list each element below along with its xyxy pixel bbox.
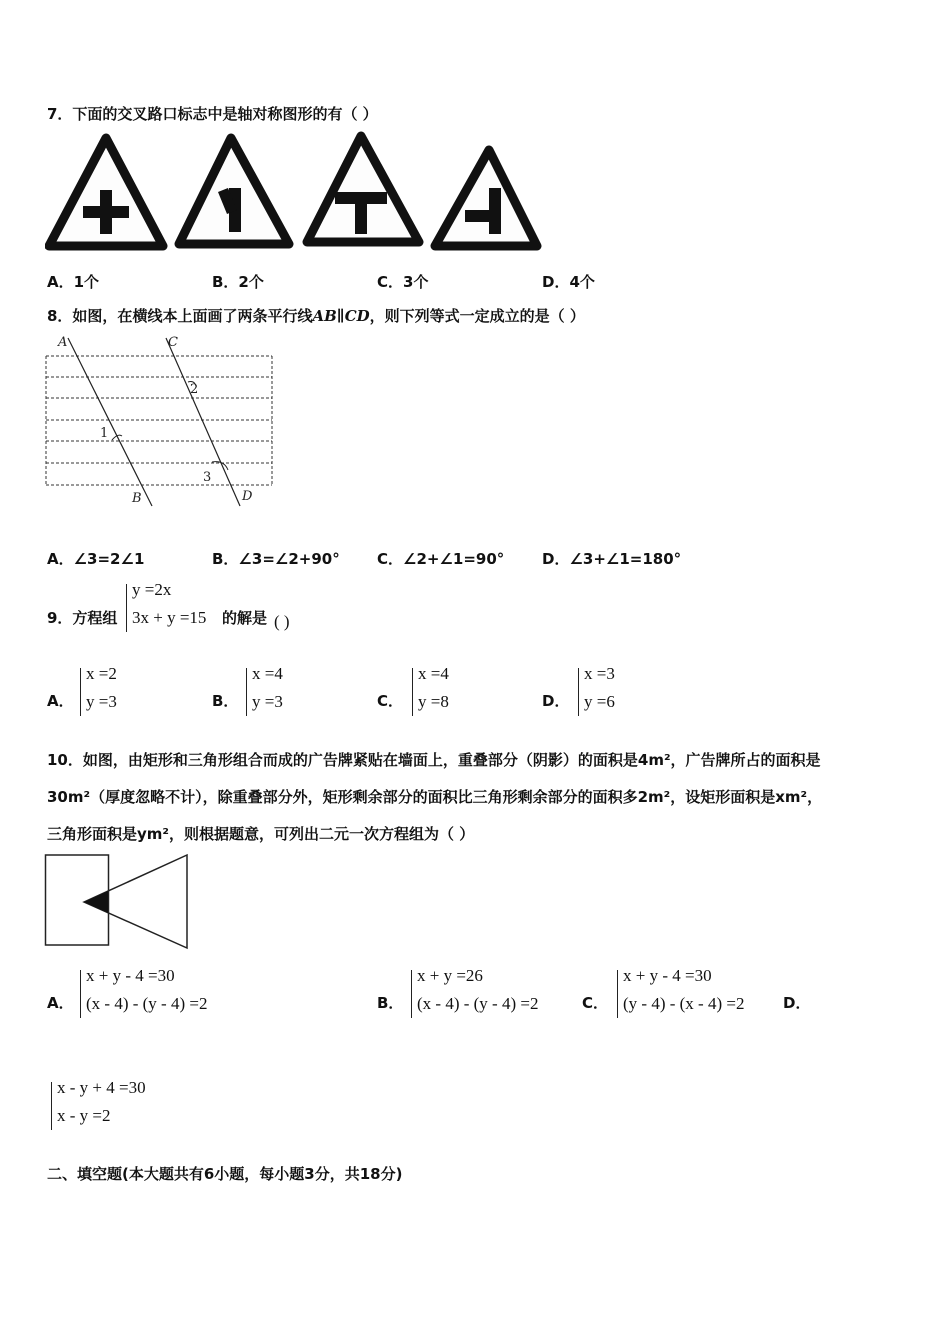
q10-billboard-figure <box>44 852 194 952</box>
q8-option-d[interactable]: D．∠3+∠1=180° <box>542 550 682 568</box>
q10-option-a-label[interactable]: A． <box>47 994 74 1012</box>
q9-option-d-system[interactable] <box>576 664 666 720</box>
q8-label-b: B <box>132 491 142 506</box>
q7-option-d[interactable]: D．4个 <box>542 273 595 291</box>
q9-answer-paren: ( ) <box>274 612 290 631</box>
q10-option-b-line2: (x - 4) - (y - 4) =2 <box>417 994 539 1013</box>
q8-stem-math: AB∥CD <box>312 307 370 325</box>
q8-stem <box>47 305 585 326</box>
q9-option-a-label[interactable]: A． <box>47 692 74 710</box>
q9-option-a-system[interactable] <box>78 664 168 720</box>
q10-option-c-system[interactable] <box>615 966 785 1022</box>
q9-option-b-brace <box>246 668 247 716</box>
q8-stem-post: ，则下列等式一定成立的是（ ） <box>369 307 585 325</box>
q9-system-line1: y =2x <box>132 580 172 599</box>
q9-option-a-brace <box>80 668 81 716</box>
q9-option-b-system[interactable] <box>244 664 334 720</box>
q10-option-c-label[interactable]: C． <box>582 994 609 1012</box>
q7-sign-figures <box>45 130 545 255</box>
q9-option-a-line2: y =3 <box>86 692 117 711</box>
q9-option-c-system[interactable] <box>410 664 500 720</box>
q8-label-d: D <box>242 489 253 504</box>
q10-option-a-system[interactable] <box>78 966 258 1022</box>
q8-label-c: C <box>168 335 178 350</box>
q9-stem-post: 的解是 <box>222 609 268 627</box>
q10-option-c-brace <box>617 970 618 1018</box>
q9-option-a-line1: x =2 <box>86 664 117 683</box>
q8-option-c[interactable]: C．∠2+∠1=90° <box>377 550 505 568</box>
q9-stem-pre: 9．方程组 <box>47 609 118 627</box>
q10-option-d-system[interactable] <box>49 1078 219 1134</box>
q10-stem-line1: 10．如图，由矩形和三角形组合而成的广告牌紧贴在墙面上，重叠部分（阴影）的面积是4m²，广告牌所占的面积是 <box>47 751 821 769</box>
q10-option-b-brace <box>411 970 412 1018</box>
side-t-junction-sign-icon <box>435 150 537 246</box>
q10-stem-line2: 30m²（厚度忽略不计），除重叠部分外，矩形剩余部分的面积比三角形剩余部分的面积多2m²，设矩形面积是xm²， <box>47 788 823 806</box>
q10-option-a-line1: x + y - 4 =30 <box>86 966 175 985</box>
q9-option-c-brace <box>412 668 413 716</box>
q7-option-a[interactable]: A．1个 <box>47 273 100 291</box>
q9-system-line2: 3x + y =15 <box>132 608 207 627</box>
q7-option-b[interactable]: B．2个 <box>212 273 264 291</box>
q8-angle-1-label: 1 <box>100 426 109 441</box>
q10-option-c-line2: (y - 4) - (x - 4) =2 <box>623 994 745 1013</box>
section-2-title: 二、填空题(本大题共有6小题，每小题3分，共18分) <box>47 1165 403 1183</box>
q8-option-a[interactable]: A．∠3=2∠1 <box>47 550 145 568</box>
q9-option-c-line1: x =4 <box>418 664 449 683</box>
q7-stem: 7．下面的交叉路口标志中是轴对称图形的有（ ） <box>47 105 378 123</box>
q10-option-d-line1: x - y + 4 =30 <box>57 1078 146 1097</box>
q9-option-c-label[interactable]: C． <box>377 692 404 710</box>
y-junction-sign-icon <box>179 138 289 244</box>
q9-option-d-brace <box>578 668 579 716</box>
q8-option-b[interactable]: B．∠3=∠2+90° <box>212 550 340 568</box>
crossroad-sign-icon <box>49 138 163 246</box>
q9-option-c-line2: y =8 <box>418 692 449 711</box>
q10-option-d-line2: x - y =2 <box>57 1106 111 1125</box>
q10-stem-line3: 三角形面积是ym²，则根据题意，可列出二元一次方程组为（ ） <box>47 825 475 843</box>
q8-angle-3-label: 3 <box>203 470 212 485</box>
q9-option-d-line2: y =6 <box>584 692 615 711</box>
overlap-shaded-region <box>84 891 108 913</box>
q10-option-b-line1: x + y =26 <box>417 966 483 985</box>
t-junction-sign-icon <box>307 136 419 242</box>
q8-stem-pre: 8．如图，在横线本上面画了两条平行线 <box>47 307 313 325</box>
q7-option-c[interactable]: C．3个 <box>377 273 429 291</box>
q10-option-d-brace <box>51 1082 52 1130</box>
q10-option-d-label[interactable]: D． <box>783 994 811 1012</box>
q9-option-b-line1: x =4 <box>252 664 283 683</box>
q9-option-d-label[interactable]: D． <box>542 692 570 710</box>
q10-option-b-system[interactable] <box>409 966 579 1022</box>
q9-brace <box>126 584 127 632</box>
q9-option-b-label[interactable]: B． <box>212 692 239 710</box>
q10-option-a-brace <box>80 970 81 1018</box>
q9-option-d-line1: x =3 <box>584 664 615 683</box>
q10-option-a-line2: (x - 4) - (y - 4) =2 <box>86 994 208 1013</box>
q10-option-c-line1: x + y - 4 =30 <box>623 966 712 985</box>
q9-option-b-line2: y =3 <box>252 692 283 711</box>
q9-equation-system <box>124 580 224 636</box>
q10-option-b-label[interactable]: B． <box>377 994 404 1012</box>
q8-parallel-lines-figure <box>40 330 280 510</box>
q8-label-a: A <box>58 335 68 350</box>
q8-angle-2-label: 2 <box>190 382 199 397</box>
